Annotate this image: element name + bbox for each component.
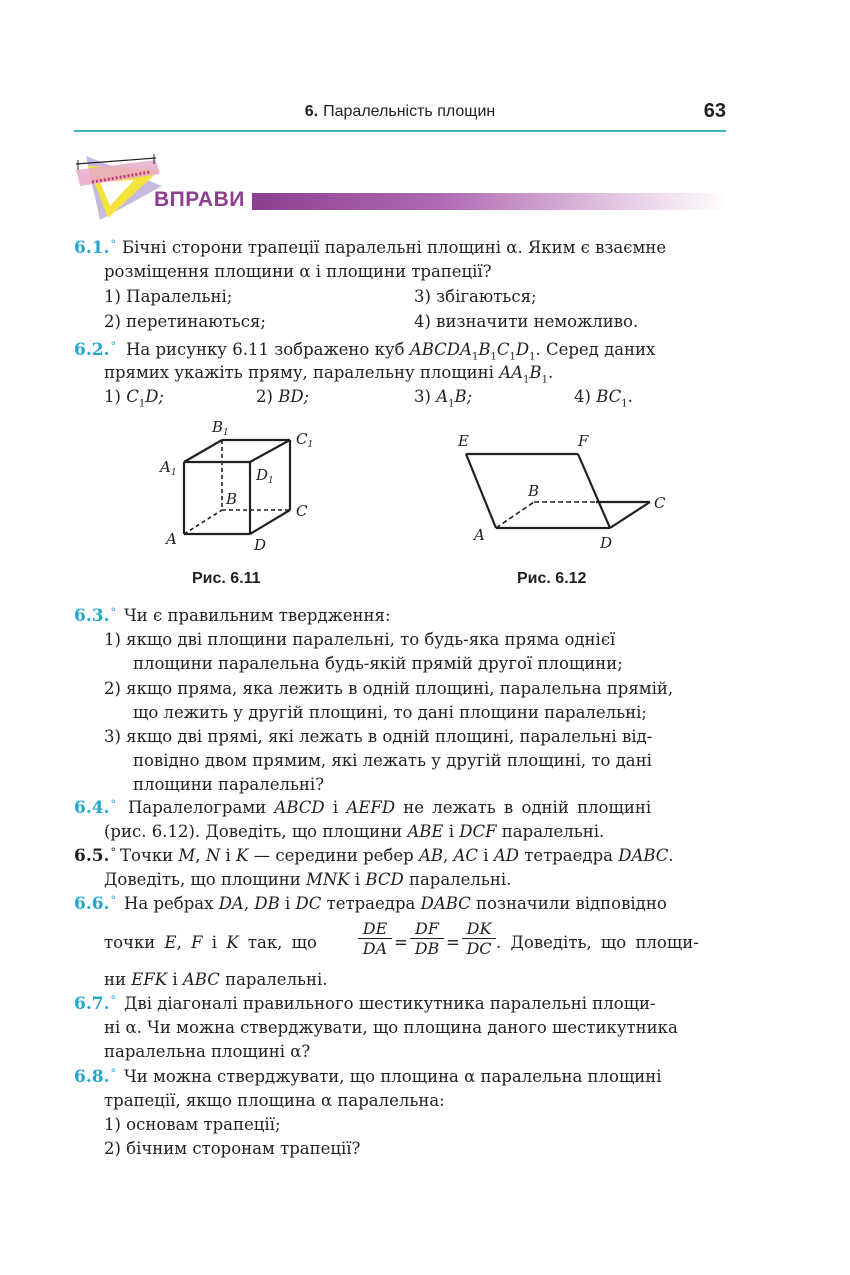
- exercise-6-1-option-1: 1) Паралельні;: [104, 287, 233, 306]
- cube-label-C: C: [296, 502, 308, 520]
- exercise-6-3-number: 6.3.°: [74, 606, 116, 626]
- exercise-6-2-line-2: прямих укажіть пряму, паралельну площині $AA_1B_1$.: [104, 363, 554, 386]
- exercise-6-6-line-1: На ребрах DA, DB і DC тетраедра DABC позначили відповідно: [124, 894, 667, 913]
- exercise-6-8-line-1: Чи можна стверджувати, що площина α паралельна площині: [124, 1067, 662, 1086]
- figure-6-11-cube: [150, 416, 330, 556]
- exercise-6-3-item-3b: повідно двом прямим, які лежать у другій площині, то дані: [133, 751, 652, 770]
- cube-label-C1: $C_1$: [296, 430, 314, 450]
- exercise-6-2-option-1: 1) $C_1D$;: [104, 387, 164, 410]
- exercise-6-3-line-1: Чи є правильним твердження:: [124, 606, 391, 625]
- fraction-df-db: $\frac{DF}{DB}$: [410, 919, 444, 958]
- fig2-label-D: D: [600, 534, 613, 552]
- equals-2: =: [446, 933, 460, 952]
- exercise-6-2-option-4: 4) $BC_1$.: [574, 387, 633, 410]
- exercise-6-8-option-2: 2) бічним сторонам трапеції?: [104, 1139, 361, 1158]
- exercise-6-7-number: 6.7.°: [74, 994, 116, 1014]
- exercise-6-2-number: 6.2.°: [74, 340, 116, 360]
- exercise-6-6-line-2a: точки E, F і K так, що: [104, 933, 317, 952]
- exercise-6-2-option-3: 3) $A_1B$;: [414, 387, 473, 410]
- exercise-6-3-item-1a: 1) якщо дві площини паралельні, то будь-яка пряма однієї: [104, 630, 616, 649]
- exercises-bar: [252, 193, 728, 210]
- exercise-6-3-item-2a: 2) якщо пряма, яка лежить в одній площині, паралельна прямій,: [104, 679, 674, 698]
- page-number: 63: [703, 100, 726, 122]
- exercise-6-3-item-2b: що лежить у другій площині, то дані площини паралельні;: [133, 703, 647, 722]
- exercise-6-2-line-1: На рисунку 6.11 зображено куб $ABCDA_1B_1C_1D_1$. Серед даних: [126, 340, 656, 363]
- fraction-dk-dc: $\frac{DK}{DC}$: [462, 919, 496, 958]
- fraction-de-da: $\frac{DE}{DA}$: [358, 919, 392, 958]
- cube-label-B1: $B_1$: [212, 418, 229, 438]
- exercise-6-1-option-4: 4) визначити неможливо.: [414, 312, 639, 331]
- figure-6-12-caption: Рис. 6.12: [517, 570, 587, 587]
- exercise-6-3-item-3c: площини паралельні?: [133, 775, 325, 794]
- exercise-6-1-option-3: 3) збігаються;: [414, 287, 537, 306]
- exercise-6-4-line-1: Паралелограми ABCD і AEFD не лежать в одній площині: [128, 798, 652, 817]
- exercise-6-1-line-1: Бічні сторони трапеції паралельні площині α. Яким є взаємне: [122, 238, 667, 257]
- equals-1: =: [394, 933, 408, 952]
- chapter-title: Паралельність площин: [323, 103, 496, 120]
- exercise-6-3-item-3a: 3) якщо дві прямі, які лежать в одній площині, паралельні від-: [104, 727, 653, 746]
- figure-6-11-caption: Рис. 6.11: [192, 570, 261, 587]
- exercise-6-6-line-3: ни EFK і ABC паралельні.: [104, 970, 328, 989]
- running-header: [74, 96, 726, 132]
- exercise-6-8-line-2: трапеції, якщо площина α паралельна:: [104, 1091, 445, 1110]
- section-title: ВПРАВИ: [154, 188, 245, 211]
- exercise-6-5-line-1: Точки M, N і K — середини ребер AB, AC і AD тетраедра DABC.: [120, 846, 674, 865]
- exercise-6-5-line-2: Доведіть, що площини MNK і BCD паралельні.: [104, 870, 512, 889]
- exercise-6-3-item-1b: площини паралельна будь-якій прямій другої площини;: [133, 654, 623, 673]
- exercise-6-6-line-2b: . Доведіть, що площи-: [496, 933, 699, 952]
- fig2-label-C: C: [654, 494, 666, 512]
- cube-label-A: A: [166, 530, 177, 548]
- chapter-number: 6.: [304, 103, 319, 120]
- cube-label-D: D: [254, 536, 267, 554]
- exercise-6-7-line-2: ні α. Чи можна стверджувати, що площина даного шестикутника: [104, 1018, 678, 1037]
- exercise-6-8-number: 6.8.°: [74, 1067, 116, 1087]
- exercise-6-5-number: 6.5.°: [74, 846, 116, 866]
- exercise-6-4-line-2: (рис. 6.12). Доведіть, що площини ABE і DCF паралельні.: [104, 822, 605, 841]
- exercise-6-1-number: 6.1.°: [74, 238, 116, 258]
- fig2-label-A: A: [474, 526, 485, 544]
- exercise-6-1-option-2: 2) перетинаються;: [104, 312, 266, 331]
- cube-label-D1: $D_1$: [256, 466, 274, 486]
- exercise-6-2-option-2: 2) BD;: [256, 387, 310, 406]
- figure-6-12-parallelograms: [450, 424, 680, 556]
- exercise-6-1-line-2: розміщення площини α і площини трапеції?: [104, 262, 492, 281]
- fig2-label-F: F: [578, 432, 589, 450]
- exercise-6-6-number: 6.6.°: [74, 894, 116, 914]
- fig2-label-B: B: [528, 482, 540, 500]
- exercise-6-7-line-1: Дві діагоналі правильного шестикутника паралельні площи-: [124, 994, 656, 1013]
- cube-label-B: B: [226, 490, 238, 508]
- exercise-6-4-number: 6.4.°: [74, 798, 116, 818]
- chapter-heading: [74, 103, 726, 121]
- exercise-6-8-option-1: 1) основам трапеції;: [104, 1115, 281, 1134]
- cube-label-A1: $A_1$: [160, 458, 177, 478]
- exercise-6-7-line-3: паралельна площині α?: [104, 1042, 311, 1061]
- fig2-label-E: E: [458, 432, 469, 450]
